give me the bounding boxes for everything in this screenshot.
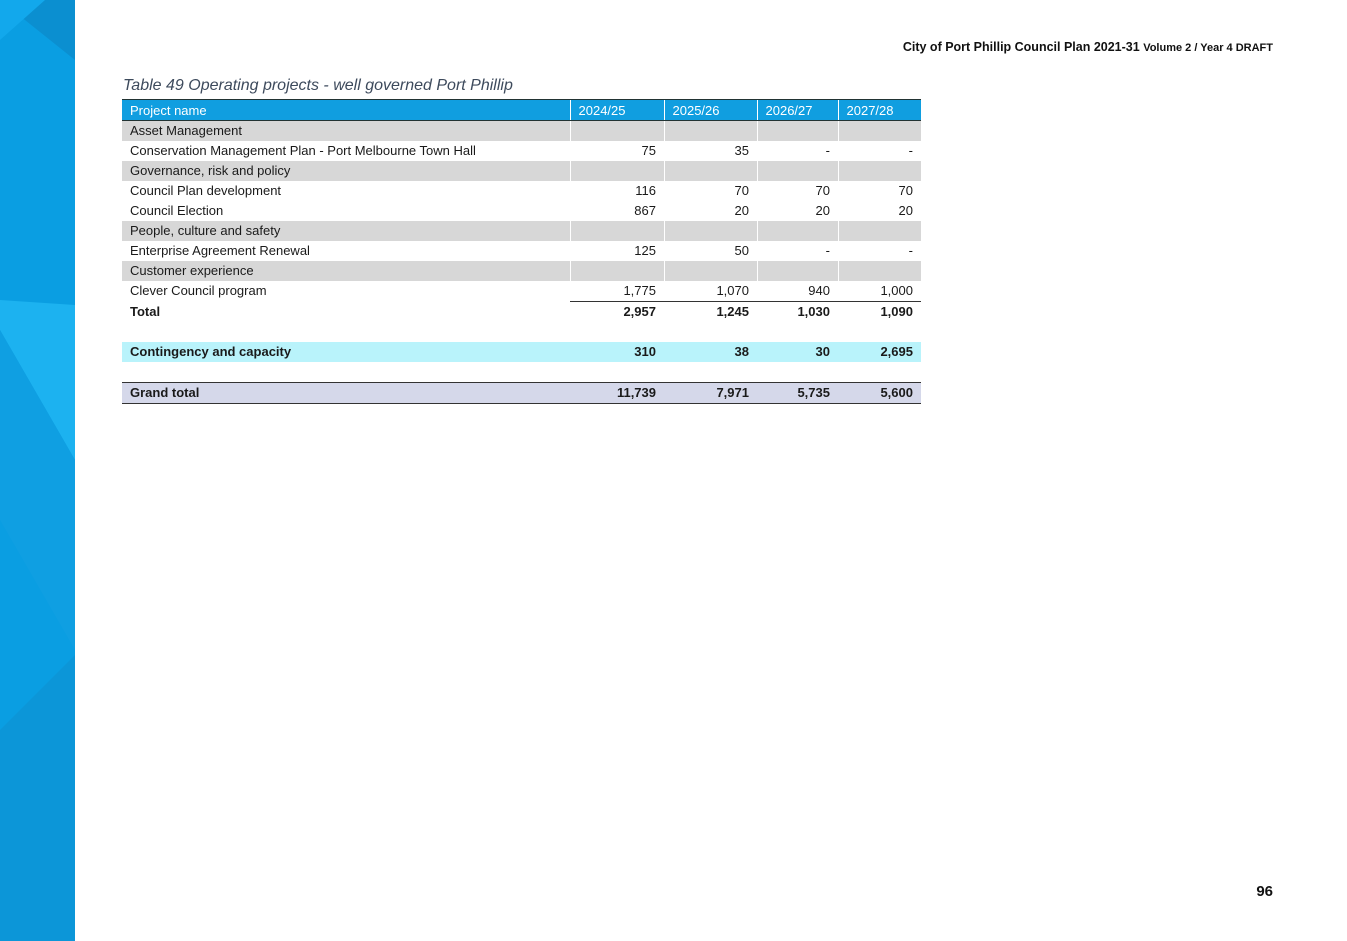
header-subtitle: Volume 2 / Year 4 DRAFT xyxy=(1143,42,1273,54)
total-value-cell: 1,090 xyxy=(880,304,913,319)
value-cell: 20 xyxy=(734,203,749,218)
value-cell: 70 xyxy=(898,183,913,198)
table-row xyxy=(122,281,921,302)
project-name-cell: Clever Council program xyxy=(130,283,267,299)
value-cell: 867 xyxy=(634,203,656,218)
group-label: Customer experience xyxy=(122,261,570,281)
grand-total-value-cell: 7,971 xyxy=(664,383,757,404)
value-cell: 50 xyxy=(734,243,749,258)
value-cell: - xyxy=(908,243,913,258)
value-cell: - xyxy=(908,143,913,158)
value-cell: 1,000 xyxy=(838,281,921,302)
value-cell: 75 xyxy=(641,143,656,158)
value-cell: 116 xyxy=(635,183,656,198)
group-row-people-culture xyxy=(122,221,921,241)
side-band-pattern xyxy=(0,0,75,941)
spacer-row xyxy=(122,362,921,383)
total-value-cell: 2,957 xyxy=(623,304,656,319)
value-cell: 70 xyxy=(815,183,830,198)
column-header-project-name: Project name xyxy=(122,100,570,121)
group-row-customer-experience xyxy=(122,261,921,281)
grand-total-value-cell: 5,735 xyxy=(757,383,838,404)
value-cell: 125 xyxy=(634,243,656,258)
contingency-value-cell: 2,695 xyxy=(838,342,921,362)
table-header-row xyxy=(122,100,921,121)
document-header xyxy=(903,40,1273,54)
table-caption: Table 49 Operating projects - well governed Port Phillip xyxy=(123,77,513,94)
column-header-2026-27: 2026/27 xyxy=(757,100,838,121)
contingency-value-cell: 310 xyxy=(570,342,664,362)
group-row-asset-management xyxy=(122,121,921,142)
group-label: Asset Management xyxy=(122,121,570,142)
column-header-2025-26: 2025/26 xyxy=(664,100,757,121)
total-value-cell: 1,030 xyxy=(797,304,830,319)
table-row xyxy=(122,181,921,201)
header-title: City of Port Phillip Council Plan 2021-31 xyxy=(902,40,1140,54)
value-cell: 940 xyxy=(757,281,838,302)
total-row xyxy=(122,302,921,323)
grand-total-row xyxy=(122,383,921,404)
grand-total-label: Grand total xyxy=(122,383,570,404)
group-row-governance xyxy=(122,161,921,181)
value-cell: 1,775 xyxy=(570,281,664,302)
value-cell: 70 xyxy=(734,183,749,198)
value-cell: 35 xyxy=(734,143,749,158)
grand-total-value-cell: 5,600 xyxy=(838,383,921,404)
value-cell: 20 xyxy=(815,203,830,218)
operating-projects-table xyxy=(122,99,921,404)
column-header-2024-25: 2024/25 xyxy=(570,100,664,121)
contingency-value-cell: 30 xyxy=(757,342,838,362)
project-name-cell: Enterprise Agreement Renewal xyxy=(130,243,310,258)
contingency-label: Contingency and capacity xyxy=(122,342,570,362)
value-cell: - xyxy=(825,143,830,158)
decorative-side-band xyxy=(0,0,75,941)
project-name-cell: Conservation Management Plan - Port Melbourne Town Hall xyxy=(130,143,476,158)
total-label: Total xyxy=(130,303,161,319)
grand-total-value-cell: 11,739 xyxy=(570,383,664,404)
table-row xyxy=(122,201,921,221)
project-name-cell: Council Election xyxy=(130,203,224,218)
group-label: Governance, risk and policy xyxy=(122,161,570,181)
contingency-row xyxy=(122,342,921,362)
group-label: People, culture and safety xyxy=(122,221,570,241)
total-value-cell: 1,245 xyxy=(716,304,749,319)
table-row xyxy=(122,141,921,161)
contingency-value-cell: 38 xyxy=(664,342,757,362)
page-number: 96 xyxy=(1256,883,1273,900)
value-cell: 1,070 xyxy=(664,281,757,302)
table-row xyxy=(122,241,921,261)
value-cell: - xyxy=(825,243,830,258)
value-cell: 20 xyxy=(898,203,913,218)
project-name-cell: Council Plan development xyxy=(130,183,282,198)
column-header-2027-28: 2027/28 xyxy=(838,100,921,121)
spacer-row xyxy=(122,322,921,342)
